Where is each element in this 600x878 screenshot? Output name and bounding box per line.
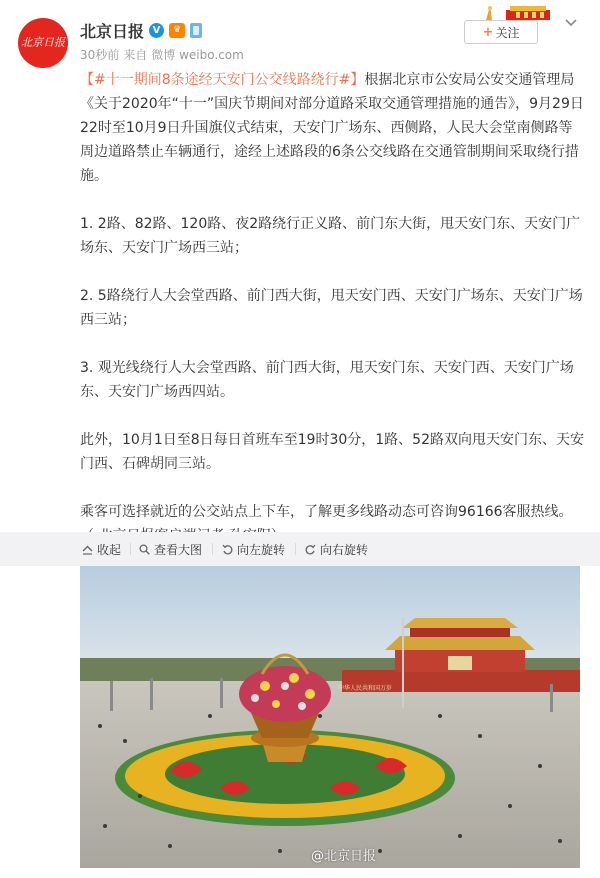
follow-label: 关注 — [495, 25, 520, 40]
name-row — [80, 18, 202, 42]
rotate-left-label: 向左旋转 — [237, 542, 286, 557]
paragraph-text: 根据北京市公安局公安交通管理局《关于2020年“十一”国庆节期间对部分道路采取交通管理措施的通告》，9月29日22时至10月9日升国旗仪式结束，天安门广场东、西侧路，人民大会堂南侧路等周边道路禁止车辆通行，途经上述路段的6条公交线路在交通管制期间采取绕行措施。 — [80, 72, 584, 184]
verified-icon: V — [149, 23, 164, 38]
avatar[interactable]: 北京日报 — [18, 18, 68, 68]
follow-button[interactable] — [464, 20, 538, 44]
image-toolbar — [0, 532, 600, 566]
collapse-button[interactable] — [82, 532, 121, 566]
view-large-button[interactable] — [139, 532, 202, 566]
post-text — [80, 68, 585, 548]
watermark — [311, 845, 376, 864]
rotate-left-button[interactable] — [222, 532, 285, 566]
user-name[interactable]: 北京日报 — [80, 21, 145, 41]
collapse-icon — [82, 544, 93, 555]
post-paragraph-3: 2. 5路绕行人大会堂西路、前门西大街，甩天安门西、天安门广场东、天安门广场西三站； — [80, 288, 583, 328]
post-paragraph-2: 1. 2路、82路、120路、夜2路绕行正义路、前门东大街，甩天安门东、天安门广场东、天安门广场西三站； — [80, 216, 581, 256]
magnifier-icon — [139, 544, 150, 555]
member-icon[interactable]: ♛ — [169, 23, 185, 38]
level-icon[interactable] — [190, 23, 202, 38]
view-large-label: 查看大图 — [154, 542, 203, 557]
source-prefix: 来自 — [123, 48, 148, 62]
chevron-down-icon[interactable] — [563, 14, 579, 30]
post-paragraph-1 — [80, 68, 585, 188]
rotate-left-icon — [222, 544, 233, 555]
post-paragraph-6: 乘客可选择就近的公交站点上下车，了解更多线路动态可咨询96166客服热线。 — [80, 504, 573, 520]
post-timestamp[interactable]: 30秒前 — [80, 48, 120, 62]
post-photo[interactable] — [80, 566, 580, 868]
watermark-text: @北京日报 — [310, 849, 376, 864]
post-meta — [80, 46, 244, 63]
post-header — [0, 0, 600, 70]
post-paragraph-5: 此外，10月1日至8日每日首班车至19时30分，1路、52路双向甩天安门东、天安门西、石碑胡同三站。 — [80, 432, 584, 472]
hashtag-link[interactable]: 【#十一期间8条途经天安门公交线路绕行#】 — [80, 72, 365, 88]
rotate-right-label: 向右旋转 — [320, 542, 369, 557]
plus-icon: + — [482, 24, 494, 40]
national-day-badge-icon — [476, 2, 556, 22]
post-paragraph-4: 3. 观光线绕行人大会堂西路、前门西大街，甩天安门东、天安门西、天安门广场东、天安门广场西四站。 — [80, 360, 574, 400]
collapse-label: 收起 — [97, 542, 122, 557]
tiananmen-flower-basket-photo — [80, 566, 580, 868]
rotate-right-button[interactable] — [305, 532, 368, 566]
rotate-right-icon — [305, 544, 316, 555]
post-source[interactable]: 微博 weibo.com — [151, 48, 244, 62]
gate-sign-text: 中华人民共和国万岁 — [338, 685, 393, 692]
